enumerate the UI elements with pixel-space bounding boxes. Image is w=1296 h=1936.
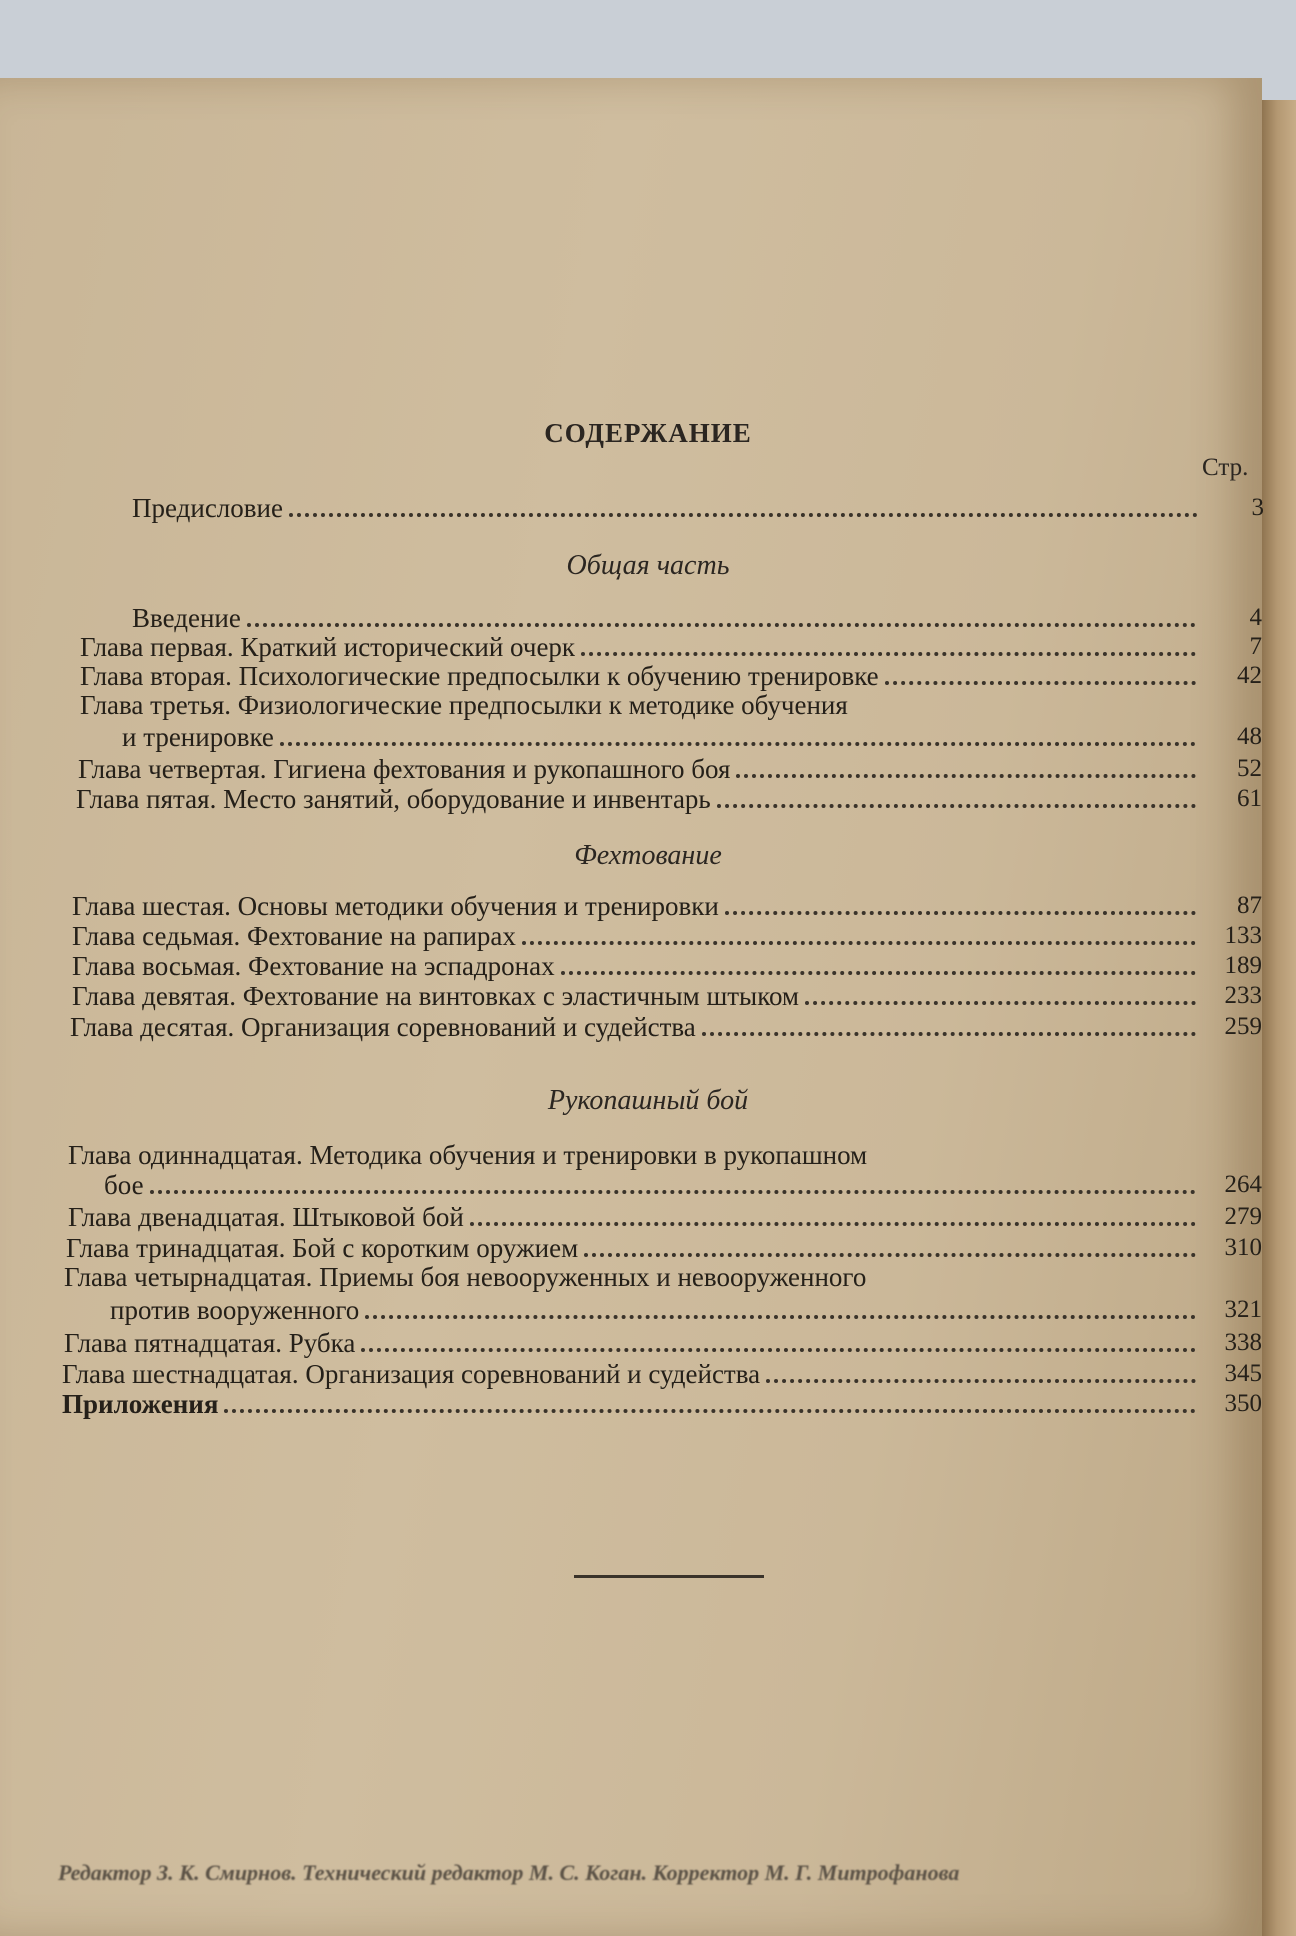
leader-dots bbox=[280, 736, 1196, 746]
toc-entry-label: Приложения bbox=[62, 1389, 219, 1419]
toc-entry-label: Глава тринадцатая. Бой с коротким оружием bbox=[66, 1233, 579, 1263]
leader-dots bbox=[561, 965, 1196, 975]
toc-entry-label: Глава девятая. Фехтование на винтовках с эластичным штыком bbox=[72, 981, 800, 1011]
leader-dots bbox=[289, 507, 1198, 517]
leader-dots bbox=[584, 1247, 1196, 1257]
leader-dots bbox=[247, 617, 1196, 627]
toc-row bbox=[68, 1203, 1262, 1231]
toc-row bbox=[72, 892, 1262, 920]
toc-entry-label: Глава пятнадцатая. Рубка bbox=[64, 1328, 356, 1358]
toc-entry-page: 310 bbox=[1224, 1234, 1262, 1261]
section-heading: Рукопашный бой bbox=[547, 1085, 749, 1116]
leader-dots bbox=[702, 1026, 1196, 1036]
leader-dots bbox=[885, 675, 1196, 685]
toc-entry-page: 279 bbox=[1224, 1203, 1262, 1230]
leader-dots bbox=[736, 768, 1196, 778]
toc-row bbox=[80, 662, 1262, 690]
toc-entry-label: Глава шестая. Основы методики обучения и тренировки bbox=[72, 891, 719, 921]
toc-entry-page: 48 bbox=[1237, 723, 1262, 750]
toc-entry-page: 4 bbox=[1249, 604, 1262, 631]
toc-row bbox=[72, 922, 1262, 950]
leader-dots bbox=[717, 798, 1196, 808]
toc-entry-label: Глава первая. Краткий исторический очерк bbox=[80, 632, 576, 662]
leader-dots bbox=[725, 905, 1196, 915]
toc-row bbox=[78, 755, 1262, 783]
toc-entry-label: Глава пятая. Место занятий, оборудование и инвентарь bbox=[76, 784, 711, 814]
leader-dots bbox=[805, 995, 1196, 1005]
toc-entry-label: Глава вторая. Психологические предпосылки к обучению тренировке bbox=[80, 661, 879, 691]
toc-entry-label: Глава шестнадцатая. Организация соревнований и судейства bbox=[62, 1359, 761, 1389]
toc-title: СОДЕРЖАНИЕ bbox=[544, 418, 752, 448]
toc-row bbox=[70, 1013, 1262, 1041]
toc-row bbox=[76, 785, 1262, 813]
toc-row bbox=[72, 982, 1262, 1010]
leader-dots bbox=[365, 1309, 1196, 1319]
toc-row bbox=[62, 1390, 1262, 1418]
toc-entry-page: 189 bbox=[1224, 952, 1262, 979]
page-edge bbox=[1262, 100, 1296, 1936]
toc-entry-page: 133 bbox=[1224, 922, 1262, 949]
toc-entry-page: 7 bbox=[1249, 633, 1262, 660]
toc-entry-label: Глава десятая. Организация соревнований и судейства bbox=[70, 1012, 696, 1042]
section-heading: Общая часть bbox=[566, 550, 730, 581]
toc-entry-label: Предисловие bbox=[132, 493, 283, 523]
toc-entry-page: 52 bbox=[1237, 755, 1262, 782]
imprint-line: Редактор З. К. Смирнов. Технический редактор М. С. Коган. Корректор М. Г. Митрофанова bbox=[58, 1860, 960, 1885]
toc-row bbox=[80, 633, 1262, 661]
toc-entry-page: 350 bbox=[1224, 1390, 1262, 1417]
toc-entry-page: 338 bbox=[1224, 1329, 1262, 1356]
toc-entry-label: Глава восьмая. Фехтование на эспадронах bbox=[72, 951, 555, 981]
leader-dots bbox=[766, 1373, 1196, 1383]
leader-dots bbox=[361, 1342, 1196, 1352]
toc-row bbox=[104, 1171, 1262, 1199]
leader-dots bbox=[470, 1216, 1196, 1226]
toc-entry-label: Глава седьмая. Фехтование на рапирах bbox=[72, 921, 516, 951]
toc-entry-label-continued: бое bbox=[104, 1170, 144, 1200]
toc-entry-label: Глава четырнадцатая. Приемы боя невооруженных и невооруженного bbox=[64, 1262, 867, 1292]
toc-entry-page: 42 bbox=[1237, 662, 1262, 689]
toc-row bbox=[72, 952, 1262, 980]
page-column-label: Стр. bbox=[1202, 454, 1249, 481]
toc-row bbox=[132, 604, 1262, 632]
toc-entry-label-continued: и тренировке bbox=[122, 722, 274, 752]
toc-entry-page: 3 bbox=[1251, 494, 1264, 521]
toc-row bbox=[66, 1234, 1262, 1262]
leader-dots bbox=[224, 1403, 1196, 1413]
toc-entry-label: Глава одиннадцатая. Методика обучения и тренировки в рукопашном bbox=[68, 1140, 868, 1170]
toc-row-preface bbox=[132, 494, 1264, 522]
toc-entry-label-continued: против вооруженного bbox=[110, 1295, 360, 1325]
toc-entry-page: 345 bbox=[1224, 1360, 1262, 1387]
leader-dots bbox=[150, 1184, 1196, 1194]
leader-dots bbox=[581, 646, 1196, 656]
toc-entry-label: Глава четвертая. Гигиена фехтования и рукопашного боя bbox=[78, 754, 731, 784]
leader-dots bbox=[522, 935, 1196, 945]
toc-entry-page: 264 bbox=[1224, 1171, 1262, 1198]
toc-row bbox=[122, 723, 1262, 751]
toc-entry-page: 259 bbox=[1224, 1013, 1262, 1040]
toc-entry-label: Введение bbox=[132, 603, 241, 633]
toc-entry-page: 321 bbox=[1224, 1296, 1262, 1323]
toc-entry-label: Глава двенадцатая. Штыковой бой bbox=[68, 1202, 464, 1232]
divider-rule bbox=[574, 1575, 764, 1578]
toc-row bbox=[62, 1360, 1262, 1388]
toc-entry-page: 87 bbox=[1237, 892, 1262, 919]
toc-row bbox=[64, 1329, 1262, 1357]
toc-row bbox=[110, 1296, 1262, 1324]
section-heading: Фехтование bbox=[574, 840, 722, 871]
toc-entry-page: 61 bbox=[1237, 785, 1262, 812]
toc-entry-label: Глава третья. Физиологические предпосылки к методике обучения bbox=[80, 690, 848, 720]
toc-entry-page: 233 bbox=[1224, 982, 1262, 1009]
